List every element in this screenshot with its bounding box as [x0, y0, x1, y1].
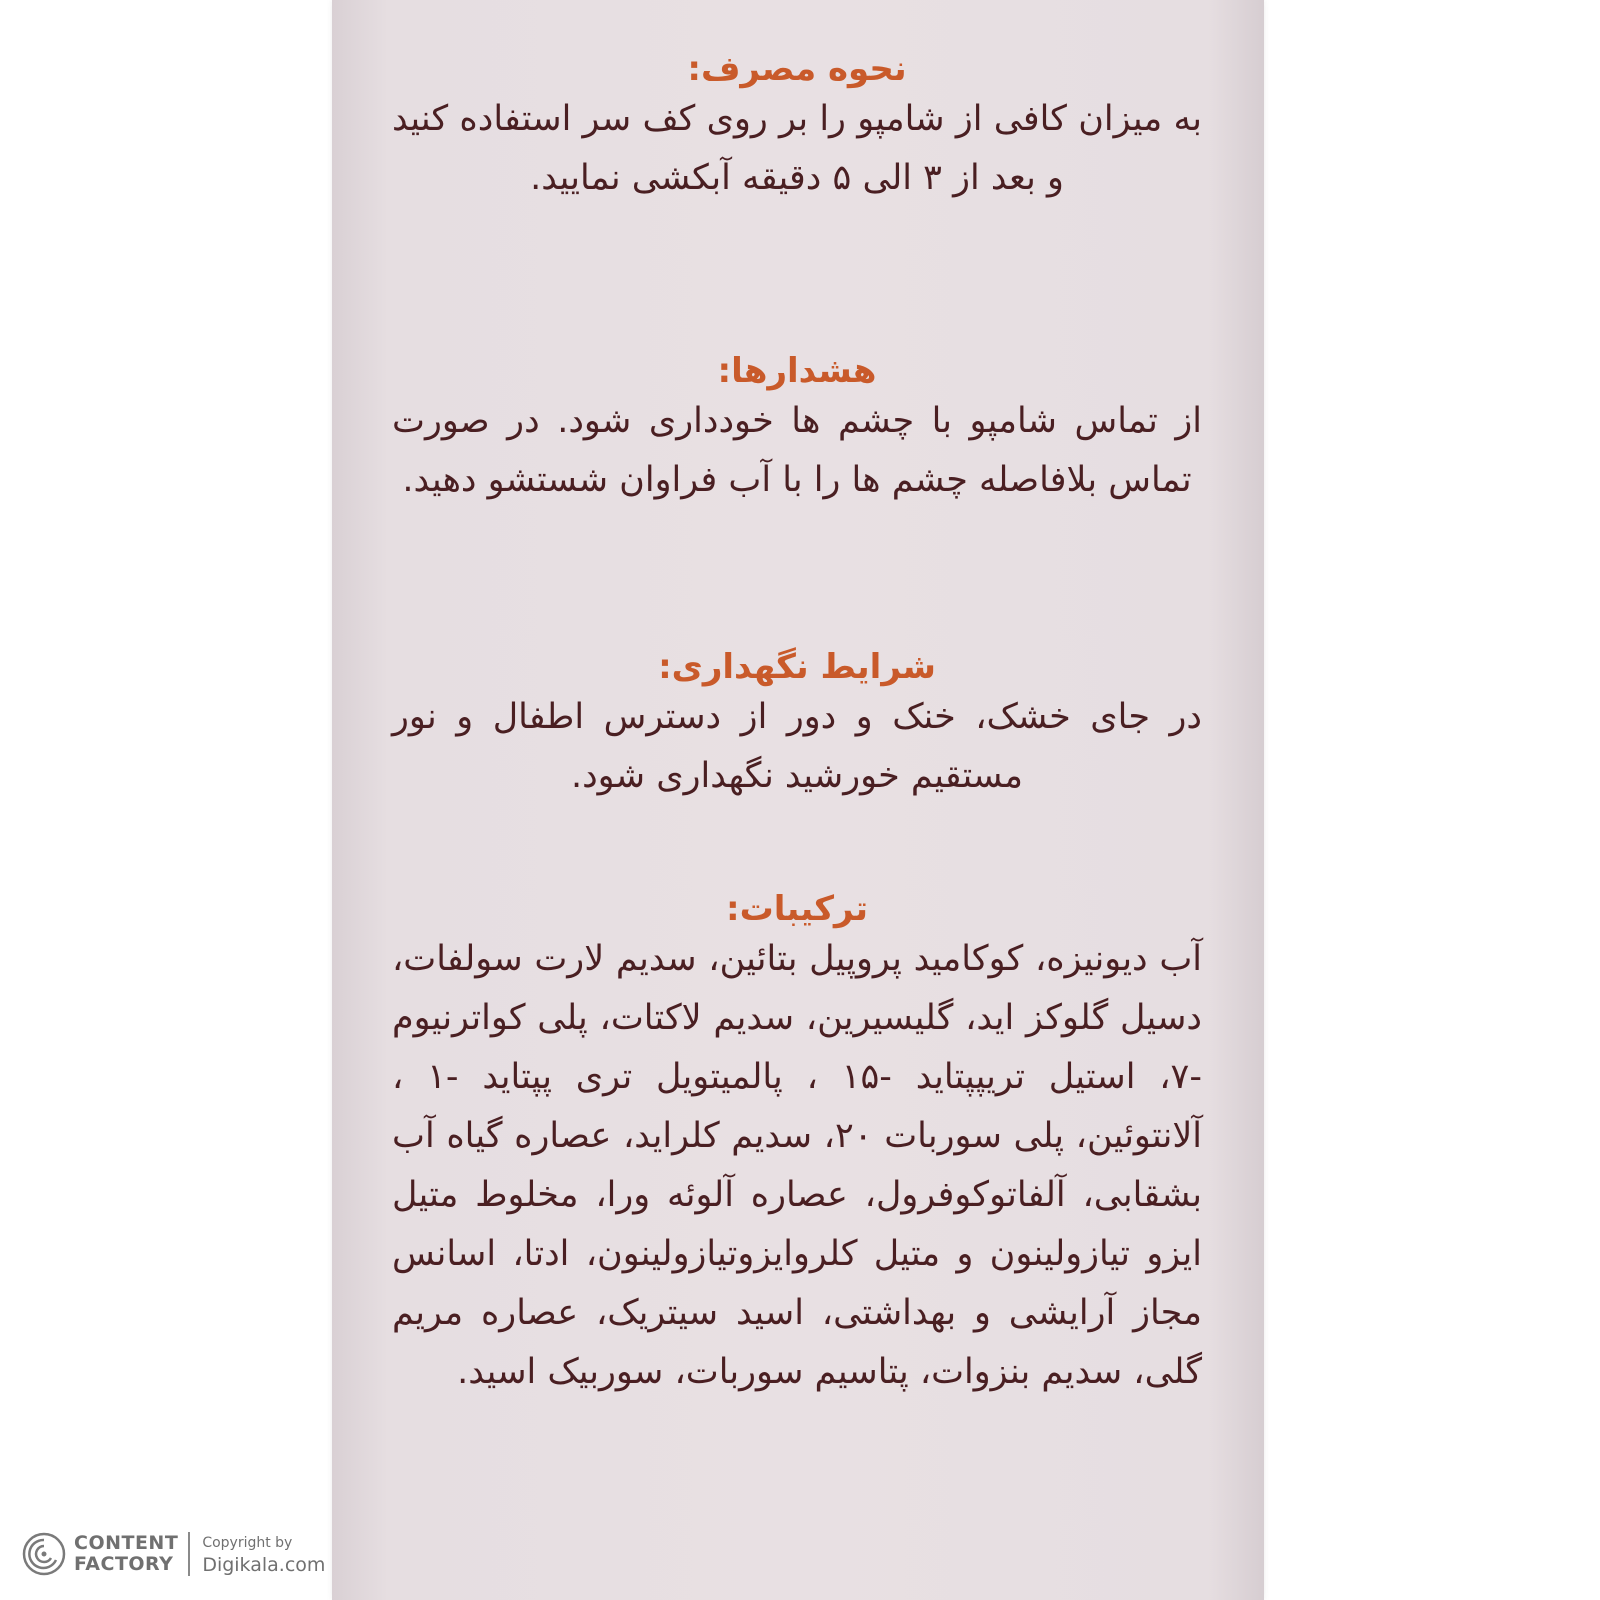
- watermark-divider: [188, 1532, 190, 1576]
- usage-section: [392, 48, 1202, 208]
- copyright-watermark: [20, 1524, 325, 1584]
- copyright-label: Copyright by: [202, 1535, 293, 1551]
- storage-body: در جای خشک، خنک و دور از دسترس اطفال و نور مستقیم خورشید نگهداری شود.: [392, 697, 1202, 796]
- warnings-title: هشدارها:: [717, 351, 877, 391]
- warnings-body: از تماس شامپو با چشم ها خودداری شود. در صورت تماس بلافاصله چشم ها را با آب فراوان شستشو دهید.: [392, 401, 1202, 500]
- watermark-copyright: [202, 1532, 325, 1576]
- copyright-site: Digikala.com: [202, 1554, 326, 1576]
- ingredients-section: [392, 888, 1202, 1402]
- ingredients-body: آب دیونیزه، کوکامید پروپیل بتائین، سدیم لارت سولفات، دسیل گلوکز اید، گلیسیرین، سدیم لاکتات، پلی کواترنیوم -۷، استیل تریپپتاید -۱۵ ، پالمیتویل تری پپتاید -۱ ، آلانتوئین، پلی سوربات ۲۰، سدیم کلراید، عصاره گیاه آب بشقابی، آلفاتوکوفرول، عصاره آلوئه ورا، مخلوط متیل ایزو تیازولینون و متیل کلروایزوتیازولینون، ادتا، اسانس مجاز آرایشی و بهداشتی، اسید سیتریک، عصاره مریم گلی، سدیم بنزوات، پتاسیم سوربات، سوربیک اسید.: [392, 939, 1202, 1392]
- watermark-brand: [74, 1533, 178, 1575]
- warnings-section: [392, 350, 1202, 510]
- package-side-panel: [332, 0, 1264, 1600]
- ingredients-title: ترکیبات:: [726, 889, 868, 929]
- storage-section: [392, 646, 1202, 806]
- usage-title: نحوه مصرف:: [687, 49, 907, 89]
- storage-title: شرایط نگهداری:: [658, 647, 936, 687]
- brand-line-2: FACTORY: [74, 1553, 174, 1575]
- brand-line-1: CONTENT: [74, 1532, 179, 1554]
- content-factory-logo-icon: [20, 1530, 68, 1578]
- usage-body: به میزان کافی از شامپو را بر روی کف سر استفاده کنید و بعد از ۳ الی ۵ دقیقه آبکشی نمایید.: [392, 99, 1202, 198]
